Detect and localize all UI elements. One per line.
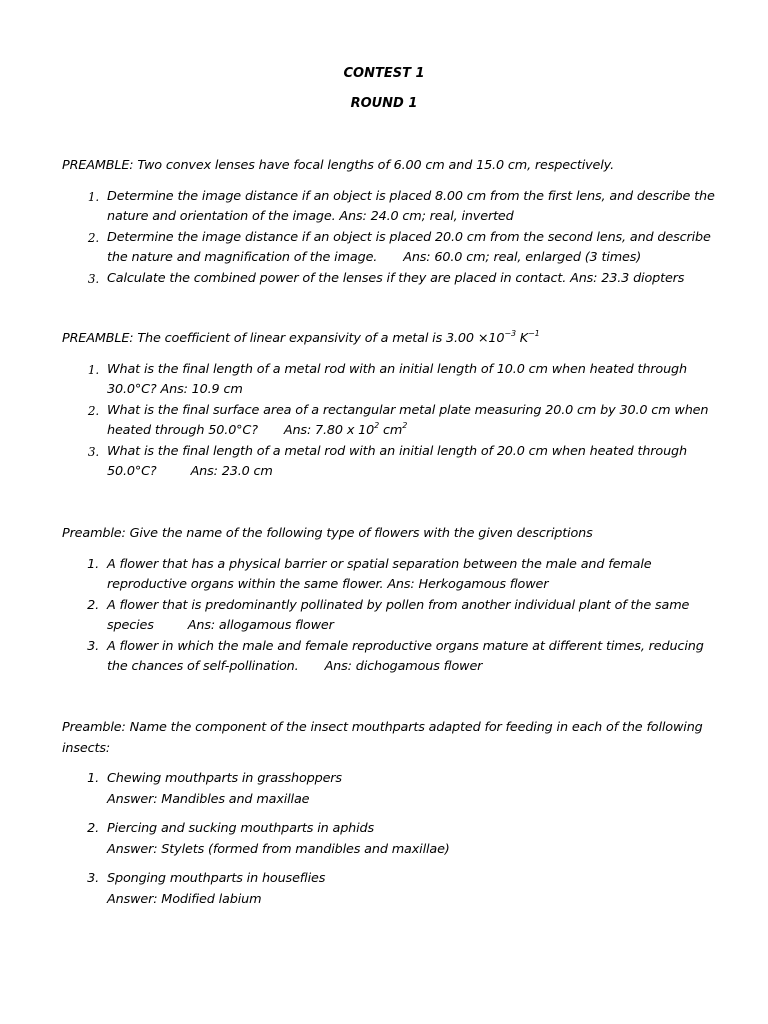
- question-list: [62, 555, 722, 678]
- question-list: [62, 360, 722, 483]
- question-number: 2.: [87, 230, 99, 245]
- preamble-flowers: Preamble: Give the name of the following type of flowers with the given descriptions: [62, 526, 593, 541]
- question-item: [62, 819, 722, 860]
- question-number: 1.: [87, 556, 99, 572]
- answer-text: Ans: Herkogamous flower: [387, 577, 549, 592]
- answer-text: Ans: allogamous flower: [187, 618, 334, 633]
- answer-text: Ans: 60.0 cm; real, enlarged (3 times): [403, 250, 642, 265]
- question-item: [62, 269, 722, 290]
- question-item: [62, 555, 722, 596]
- question-text: A flower that is predominantly pollinated by pollen from another individual plant of the same species Ans: allogamous flower: [107, 597, 690, 633]
- answer-text: Ans: 23.0 cm: [190, 464, 273, 479]
- question-item: [62, 187, 722, 228]
- question-item: [62, 401, 722, 442]
- question-text: A flower that has a physical barrier or spatial separation between the male and female reproductive organs within the same flower. Ans: Herkogamous flower: [107, 556, 652, 592]
- preamble-lenses: PREAMBLE: Two convex lenses have focal lengths of 6.00 cm and 15.0 cm, respectively.: [62, 158, 615, 173]
- question-item: [62, 228, 722, 269]
- question-number: 1.: [87, 189, 99, 204]
- answer-text: Ans: 24.0 cm; real, inverted: [339, 209, 514, 224]
- question-number: 1.: [87, 771, 99, 786]
- question-item: [62, 596, 722, 637]
- question-number: 3.: [87, 271, 99, 286]
- question-item: [62, 637, 722, 678]
- answer-text: Ans: dichogamous flower: [324, 659, 483, 674]
- question-text: Sponging mouthparts in houseflies Answer: Modified labium: [107, 869, 722, 910]
- answer-text: Answer: Modified labium: [107, 891, 262, 907]
- answer-text: Ans: 10.9 cm: [160, 382, 243, 397]
- section-expansivity: [62, 329, 722, 483]
- question-text: Calculate the combined power of the lenses if they are placed in contact. Ans: 23.3 diopters: [107, 270, 685, 286]
- answer-text: Answer: Stylets (formed from mandibles and maxillae): [107, 841, 450, 857]
- answer-text: Ans: 7.80 x $10^2$ $cm^2$: [283, 421, 408, 438]
- answer-text: Ans: 23.3 diopters: [570, 270, 685, 286]
- question-number: 2.: [87, 821, 99, 836]
- question-number: 3.: [87, 638, 99, 654]
- question-list: [62, 769, 722, 910]
- question-number: 2.: [87, 597, 99, 613]
- section-insects: [62, 718, 722, 910]
- preamble-insects: Preamble: Name the component of the insect mouthparts adapted for feeding in each of the following insects:: [62, 720, 703, 756]
- answer-text: Answer: Mandibles and maxillae: [107, 791, 310, 807]
- question-number: 3.: [87, 444, 99, 459]
- question-text: Piercing and sucking mouthparts in aphids Answer: Stylets (formed from mandibles and maxillae): [107, 819, 722, 860]
- question-item: [62, 360, 722, 401]
- question-text: A flower in which the male and female reproductive organs mature at different times, reducing the chances of self-pollination. Ans: dichogamous flower: [107, 638, 704, 674]
- contest-title: CONTEST 1: [343, 66, 425, 81]
- question-item: [62, 442, 722, 483]
- question-list: [62, 187, 722, 290]
- question-text: Chewing mouthparts in grasshoppers Answer: Mandibles and maxillae: [107, 769, 722, 810]
- question-item: [62, 869, 722, 910]
- question-number: 2.: [87, 403, 99, 418]
- round-title: ROUND 1: [350, 96, 418, 111]
- question-text: What is the final length of a metal rod with an initial length of 20.0 cm when heated through 50.0°C? Ans: 23.0 cm: [107, 443, 687, 479]
- question-text: Determine the image distance if an object is placed 8.00 cm from the first lens, and describe the nature and orientation of the image. Ans: 24.0 cm; real, inverted: [107, 188, 715, 224]
- question-number: 3.: [87, 871, 99, 886]
- preamble-expansivity: PREAMBLE: The coefficient of linear expansivity of a metal is $3.00 \times 10^{-3}$ $K^{-1}$: [62, 329, 540, 346]
- question-text: What is the final length of a metal rod with an initial length of 10.0 cm when heated through 30.0°C? Ans: 10.9 cm: [107, 361, 687, 397]
- question-text: What is the final surface area of a rectangular metal plate measuring 20.0 cm by 30.0 cm when heated through 50.0°C? Ans: 7.80 x $10^2$ $cm^2$: [107, 402, 709, 438]
- section-lenses: [62, 156, 722, 289]
- section-flowers: [62, 524, 722, 678]
- question-text: Determine the image distance if an object is placed 20.0 cm from the second lens, and describe the nature and magnification of the image. Ans: 60.0 cm; real, enlarged (3 times): [107, 229, 711, 265]
- question-number: 1.: [87, 362, 99, 377]
- question-item: [62, 769, 722, 810]
